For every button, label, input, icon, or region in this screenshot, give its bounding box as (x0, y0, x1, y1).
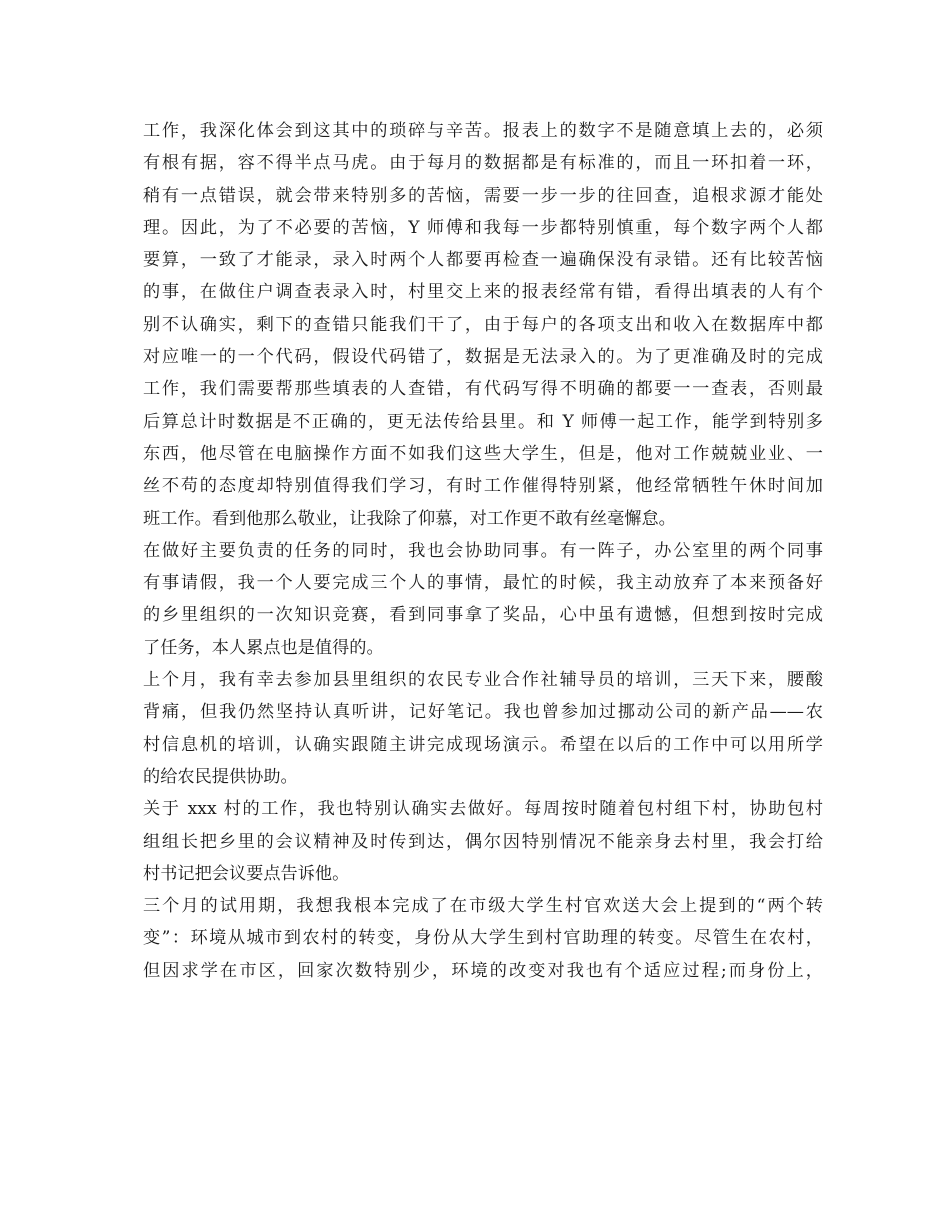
text-line: 上个月，我有幸去参加县里组织的农民专业合作社辅导员的培训，三天下来，腰酸 (143, 670, 823, 691)
text-line: 别不认确实，剩下的查错只能我们干了，由于每户的各项支出和收入在数据库中都 (143, 314, 823, 335)
text-line: 工作，我们需要帮那些填表的人查错，有代码写得不明确的都要一一查表，否则最 (143, 379, 823, 400)
text-line: 三个月的试用期，我想我根本完成了在市级大学生村官欢送大会上提到的“两个转 (143, 896, 823, 917)
text-line: 东西，他尽管在电脑操作方面不如我们这些大学生，但是，他对工作兢兢业业、一 (143, 443, 823, 464)
paragraph-end-line: 村书记把会议要点告诉他。 (143, 863, 350, 884)
text-line: 的乡里组织的一次知识竞赛，看到同事拿了奖品，心中虽有遗憾，但想到按时完成 (143, 605, 823, 626)
text-line: 稍有一点错误，就会带来特别多的苦恼，需要一步一步的往回查，追根求源才能处 (143, 185, 823, 206)
text-line: 要算，一致了才能录，录入时两个人都要再检查一遍确保没有录错。还有比较苦恼 (143, 250, 823, 271)
paragraph-end-line: 班工作。看到他那么敬业，让我除了仰慕，对工作更不敢有丝毫懈怠。 (143, 508, 676, 529)
document-body (143, 115, 823, 987)
text-line: 后算总计时数据是不正确的，更无法传给县里。和 Y 师傅一起工作，能学到特别多 (143, 411, 823, 432)
text-line: 在做好主要负责的任务的同时，我也会协助同事。有一阵子，办公室里的两个同事 (143, 540, 823, 561)
text-line: 工作，我深化体会到这其中的琐碎与辛苦。报表上的数字不是随意填上去的，必须 (143, 121, 823, 141)
text-line: 组组长把乡里的会议精神及时传到达，偶尔因特别情况不能亲身去村里，我会打给 (143, 831, 823, 852)
text-line: 关于 xxx 村的工作，我也特别认确实去做好。每周按时随着包村组下村，协助包村 (143, 799, 823, 820)
text-line: 理。因此，为了不必要的苦恼，Y 师傅和我每一步都特别慎重，每个数字两个人都 (143, 217, 823, 238)
text-line: 村信息机的培训，认确实跟随主讲完成现场演示。希望在以后的工作中可以用所学 (143, 734, 823, 755)
text-line: 有事请假，我一个人要完成三个人的事情，最忙的时候，我主动放弃了本来预备好 (143, 573, 823, 594)
text-line: 对应唯一的一个代码，假设代码错了，数据是无法录入的。为了更准确及时的完成 (143, 347, 823, 368)
text-line: 背痛，但我仍然坚持认真听讲，记好笔记。我也曾参加过挪动公司的新产品——农 (143, 702, 823, 723)
text-line: 有根有据，容不得半点马虎。由于每月的数据都是有标准的，而且一环扣着一环， (143, 153, 823, 174)
text-line: 的事，在做住户调查表录入时，村里交上来的报表经常有错，看得出填表的人有个 (143, 282, 823, 303)
text-line: 丝不苟的态度却特别值得我们学习，有时工作催得特别紧，他经常牺牲午休时间加 (143, 476, 823, 497)
paragraph-end-line: 了任务，本人累点也是值得的。 (143, 637, 384, 658)
text-line: 但因求学在市区，回家次数特别少，环境的改变对我也有个适应过程;而身份上， (143, 960, 823, 981)
paragraph-end-line: 的给农民提供协助。 (143, 766, 298, 787)
text-line: 变”：环境从城市到农村的转变，身份从大学生到村官助理的转变。尽管生在农村， (143, 928, 823, 949)
